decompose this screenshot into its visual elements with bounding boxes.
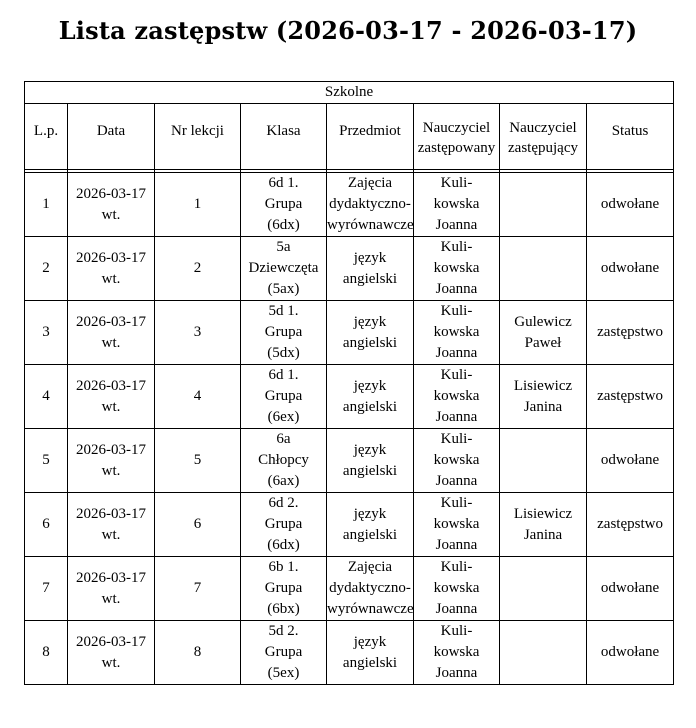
cell-date (68, 621, 155, 685)
cell-line: 2026-03-17 (76, 185, 146, 202)
cell-line: język (353, 633, 387, 650)
cell-line: kowska (433, 196, 480, 212)
cell-line: Kuli- (440, 367, 473, 383)
cell-line: angielski (342, 526, 398, 543)
cell-line: kowska (433, 324, 480, 340)
cell-status: zastępstwo (587, 365, 674, 429)
cell-line: Kuli- (440, 559, 473, 575)
cell-date (68, 237, 155, 301)
cell-line: Zajęcia (347, 175, 393, 191)
cell-line: Kuli- (440, 623, 473, 639)
cell-line: wt. (101, 526, 121, 543)
cell-line: (6dx) (267, 217, 300, 233)
cell-date (68, 365, 155, 429)
cell-lp: 4 (25, 365, 68, 429)
cell-line: (5ex) (267, 665, 300, 681)
cell-absent-teacher (414, 621, 500, 685)
cell-line: Joanna (435, 601, 478, 617)
cell-line: (6ax) (267, 473, 300, 489)
cell-lesson-number: 7 (155, 557, 241, 621)
table-row (25, 237, 674, 301)
cell-line: 6d 2. (268, 495, 299, 511)
cell-line: (6dx) (267, 537, 300, 553)
cell-line: Grupa (264, 196, 303, 212)
header-line: Data (96, 123, 126, 139)
header-line: Przedmiot (339, 123, 401, 139)
cell-line: angielski (342, 398, 398, 415)
cell-line: wt. (101, 270, 121, 287)
cell-line: wt. (101, 206, 121, 223)
group-header: Szkolne (25, 82, 674, 104)
header-date (68, 104, 155, 170)
cell-status: odwołane (587, 173, 674, 237)
cell-line: dydaktyczno- (329, 580, 411, 596)
cell-absent-teacher (414, 173, 500, 237)
cell-line: Zajęcia (347, 559, 393, 575)
cell-substitute-teacher (500, 557, 587, 621)
cell-line: język (353, 441, 387, 458)
cell-line: język (353, 313, 387, 330)
cell-date (68, 557, 155, 621)
cell-line: 2026-03-17 (76, 441, 146, 458)
cell-line: Kuli- (440, 431, 473, 447)
cell-substitute-teacher (500, 429, 587, 493)
cell-line: (5ax) (267, 281, 300, 297)
cell-absent-teacher (414, 301, 500, 365)
cell-class (241, 493, 327, 557)
cell-line: język (353, 505, 387, 522)
header-line: zastępujący (508, 140, 578, 156)
cell-subject (327, 365, 414, 429)
header-line: zastępowany (417, 140, 496, 156)
header-line: Status (611, 123, 649, 139)
table-row (25, 557, 674, 621)
cell-lp: 6 (25, 493, 68, 557)
cell-line: 2026-03-17 (76, 377, 146, 394)
cell-absent-teacher (414, 429, 500, 493)
cell-substitute-teacher (500, 237, 587, 301)
cell-line: Kuli- (440, 495, 473, 511)
header-status (587, 104, 674, 170)
cell-lesson-number: 6 (155, 493, 241, 557)
cell-lesson-number: 4 (155, 365, 241, 429)
cell-line: Gulewicz (514, 313, 572, 330)
cell-line: 2026-03-17 (76, 569, 146, 586)
cell-line: wt. (101, 590, 121, 607)
cell-line: angielski (342, 270, 398, 287)
cell-subject (327, 237, 414, 301)
cell-lp: 2 (25, 237, 68, 301)
cell-line: wt. (101, 398, 121, 415)
cell-line: Janina (523, 526, 563, 543)
cell-substitute-teacher (500, 173, 587, 237)
cell-line: Grupa (264, 324, 303, 340)
cell-status: odwołane (587, 237, 674, 301)
cell-lesson-number: 2 (155, 237, 241, 301)
cell-line: 6d 1. (268, 175, 299, 191)
cell-line: 6a (276, 431, 291, 447)
cell-substitute-teacher (500, 365, 587, 429)
header-absent-teacher (414, 104, 500, 170)
table-row (25, 493, 674, 557)
cell-line: angielski (342, 334, 398, 351)
header-subject (327, 104, 414, 170)
cell-class (241, 429, 327, 493)
cell-line: Joanna (435, 281, 478, 297)
cell-subject (327, 301, 414, 365)
cell-line: 5d 2. (268, 623, 299, 639)
cell-line: angielski (342, 462, 398, 479)
cell-class (241, 173, 327, 237)
table-row (25, 173, 674, 237)
table-row (25, 301, 674, 365)
cell-class (241, 621, 327, 685)
cell-line: dydaktyczno- (329, 196, 411, 212)
cell-subject (327, 557, 414, 621)
cell-line: 2026-03-17 (76, 633, 146, 650)
cell-date (68, 301, 155, 365)
cell-line: Dziewczęta (248, 260, 319, 276)
cell-date (68, 493, 155, 557)
cell-line: kowska (433, 644, 480, 660)
cell-line: Joanna (435, 217, 478, 233)
cell-lp: 1 (25, 173, 68, 237)
header-line: Nauczyciel (422, 120, 491, 136)
cell-line: 2026-03-17 (76, 313, 146, 330)
header-substitute-teacher (500, 104, 587, 170)
cell-absent-teacher (414, 237, 500, 301)
cell-subject (327, 493, 414, 557)
cell-status: odwołane (587, 557, 674, 621)
cell-line: Joanna (435, 409, 478, 425)
header-line: Klasa (266, 123, 301, 139)
cell-line: Joanna (435, 345, 478, 361)
table-row (25, 429, 674, 493)
header-lesson-number (155, 104, 241, 170)
cell-lesson-number: 3 (155, 301, 241, 365)
cell-line: Grupa (264, 644, 303, 660)
cell-line: wt. (101, 654, 121, 671)
cell-lesson-number: 8 (155, 621, 241, 685)
cell-line: wt. (101, 462, 121, 479)
cell-line: Joanna (435, 473, 478, 489)
cell-status: zastępstwo (587, 301, 674, 365)
cell-line: (6ex) (267, 409, 300, 425)
cell-line: kowska (433, 516, 480, 532)
cell-line: Lisiewicz (513, 505, 573, 522)
cell-line: (6bx) (267, 601, 300, 617)
cell-line: Chłopcy (258, 452, 309, 468)
cell-line: kowska (433, 580, 480, 596)
cell-subject (327, 173, 414, 237)
cell-line: 2026-03-17 (76, 505, 146, 522)
cell-status: odwołane (587, 429, 674, 493)
cell-line: Grupa (264, 516, 303, 532)
cell-line: kowska (433, 388, 480, 404)
cell-line: Kuli- (440, 239, 473, 255)
cell-line: wt. (101, 334, 121, 351)
cell-lp: 5 (25, 429, 68, 493)
cell-line: 5d 1. (268, 303, 299, 319)
page-title: Lista zastępstw (2026-03-17 - 2026-03-17) (58, 16, 638, 45)
cell-line: wyrównawcze (327, 601, 414, 617)
cell-line: 6d 1. (268, 367, 299, 383)
cell-line: Paweł (524, 334, 562, 351)
cell-absent-teacher (414, 493, 500, 557)
header-line: Nauczyciel (509, 120, 577, 136)
cell-absent-teacher (414, 365, 500, 429)
cell-line: Grupa (264, 388, 303, 404)
cell-substitute-teacher (500, 621, 587, 685)
cell-line: kowska (433, 260, 480, 276)
cell-status: odwołane (587, 621, 674, 685)
cell-class (241, 365, 327, 429)
cell-class (241, 301, 327, 365)
cell-line: Lisiewicz (513, 377, 573, 394)
substitutions-table (24, 81, 674, 685)
cell-line: Janina (523, 398, 563, 415)
cell-line: kowska (433, 452, 480, 468)
cell-line: angielski (342, 654, 398, 671)
cell-line: Joanna (435, 537, 478, 553)
cell-line: Grupa (264, 580, 303, 596)
cell-date (68, 173, 155, 237)
cell-line: Kuli- (440, 175, 473, 191)
cell-substitute-teacher (500, 301, 587, 365)
cell-subject (327, 429, 414, 493)
cell-date (68, 429, 155, 493)
cell-lesson-number: 5 (155, 429, 241, 493)
cell-substitute-teacher (500, 493, 587, 557)
cell-absent-teacher (414, 557, 500, 621)
cell-line: Joanna (435, 665, 478, 681)
header-class (241, 104, 327, 170)
cell-line: język (353, 249, 387, 266)
cell-class (241, 237, 327, 301)
cell-lesson-number: 1 (155, 173, 241, 237)
cell-lp: 3 (25, 301, 68, 365)
cell-line: 2026-03-17 (76, 249, 146, 266)
cell-line: 5a (276, 239, 291, 255)
table-row (25, 365, 674, 429)
cell-status: zastępstwo (587, 493, 674, 557)
header-lp (25, 104, 68, 170)
header-line: L.p. (33, 123, 59, 139)
cell-line: język (353, 377, 387, 394)
cell-class (241, 557, 327, 621)
cell-line: 6b 1. (268, 559, 299, 575)
cell-lp: 7 (25, 557, 68, 621)
cell-line: wyrównawcze (327, 217, 414, 233)
cell-subject (327, 621, 414, 685)
table-row (25, 621, 674, 685)
cell-lp: 8 (25, 621, 68, 685)
cell-line: (5dx) (267, 345, 300, 361)
cell-line: Kuli- (440, 303, 473, 319)
header-line: Nr lekcji (171, 123, 224, 139)
